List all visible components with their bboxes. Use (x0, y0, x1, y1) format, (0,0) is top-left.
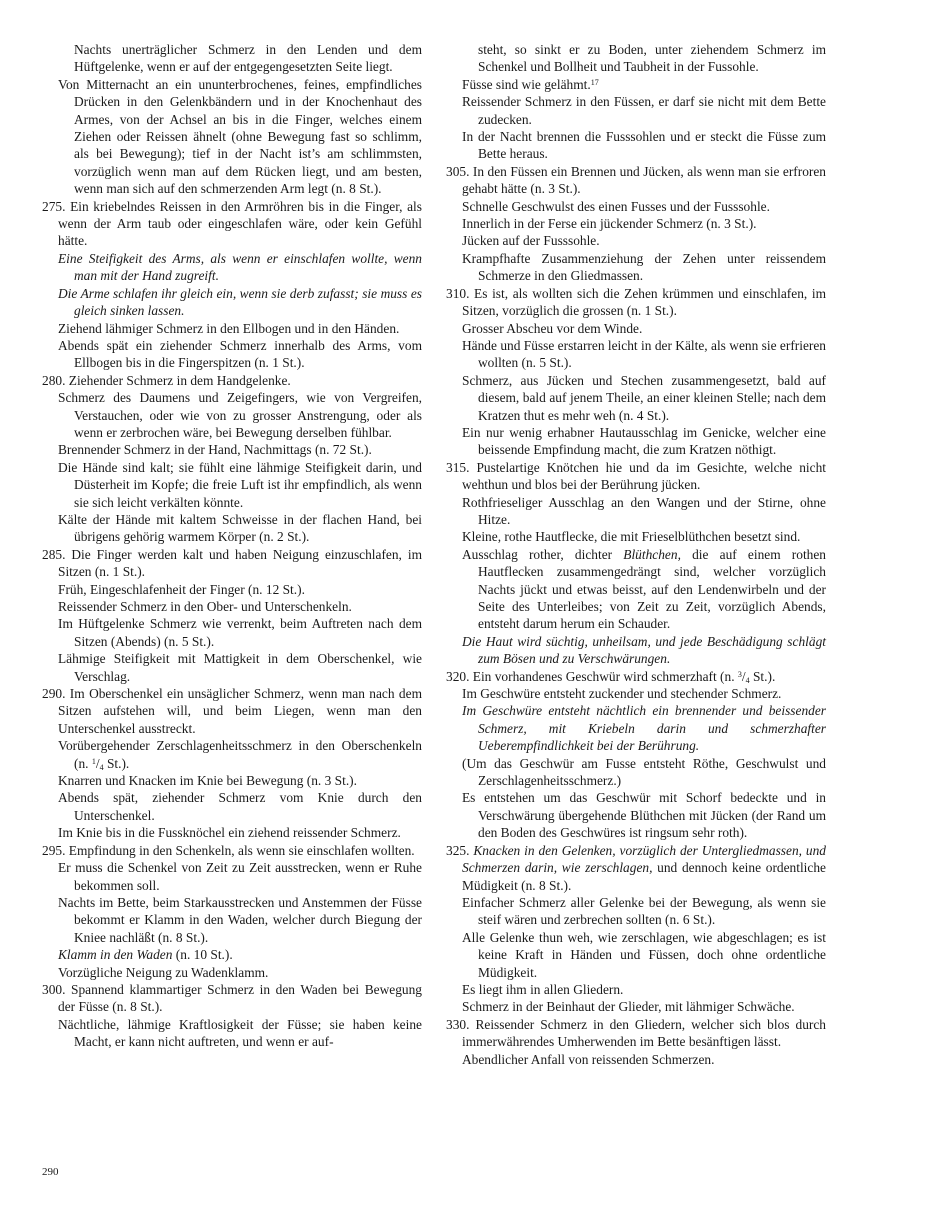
symptom-entry: 295. Empfindung in den Schenkeln, als wenn sie einschlafen wollten. (42, 842, 415, 858)
symptom-entry: 290. Im Oberschenkel ein unsäglicher Schmerz, wenn man nach dem Sitzen aufstehen will, und beim Liegen, wenn man den Unterschenkel ausstreckt. (42, 686, 422, 736)
symptom-entry: 285. Die Finger werden kalt und haben Neigung einzuschlafen, im Sitzen (n. 1 St.). (42, 546, 422, 580)
symptom-entry: Kleine, rothe Hautflecke, die mit Frieselblüthchen besetzt sind. (462, 529, 801, 545)
symptom-entry: Vorzügliche Neigung zu Wadenklamm. (58, 964, 269, 980)
symptom-entry: Die Haut wird süchtig, unheilsam, und jede Beschädigung schlägt zum Bösen und zu Verschwärungen. (462, 633, 826, 667)
symptom-entry: Reissender Schmerz in den Füssen, er darf sie nicht mit dem Bette zudecken. (462, 94, 826, 127)
symptom-entry: Einfacher Schmerz aller Gelenke bei der Bewegung, als wenn sie steif wären und zerbrechen sollten (n. 6 St.). (462, 894, 826, 928)
symptom-entry: Klamm in den Waden (n. 10 St.). (58, 947, 233, 963)
symptom-entry: (Um das Geschwür am Fusse entsteht Röthe, Geschwulst und Zerschlagenheitsschmerz.) (462, 755, 826, 789)
symptom-entry: Im Knie bis in die Fussknöchel ein ziehend reissender Schmerz. (58, 825, 401, 841)
symptom-entry: Abends spät, ziehender Schmerz vom Knie durch den Unterschenkel. (58, 790, 422, 823)
symptom-entry: 300. Spannend klammartiger Schmerz in den Waden bei Bewegung der Füsse (n. 8 St.). (42, 981, 422, 1015)
symptom-entry: 325. Knacken in den Gelenken, vorzüglich der Untergliedmassen, und Schmerzen darin, wie zerschlagen, und dennoch keine ordentliche Müdigkeit (n. 8 St.). (446, 842, 827, 893)
symptom-entry: 320. Ein vorhandenes Geschwür wird schmerzhaft (n. $^3/_4$ St.). (446, 668, 776, 685)
symptom-entry: Kälte der Hände mit kaltem Schweisse in der flachen Hand, bei übrigens gehörig warmem Körper (n. 2 St.). (58, 511, 422, 545)
symptom-entry: 275. Ein kriebelndes Reissen in den Armröhren bis in die Finger, als wenn der Arm taub oder eingeschlafen wäre, oder kein Gefühl hätte. (42, 198, 422, 249)
symptom-entry: Vorübergehender Zerschlagenheitsschmerz in den Oberschenkeln (n. $^1/_4$ St.). (58, 738, 422, 772)
right-column (446, 41, 826, 1068)
symptom-entry: Lähmige Steifigkeit mit Mattigkeit in dem Oberschenkel, wie Verschlag. (58, 651, 422, 684)
symptom-entry: steht, so sinkt er zu Boden, unter ziehendem Schmerz im Schenkel und Bollheit und Taubheit in der Fussohle. (478, 42, 826, 75)
symptom-entry: Im Geschwüre entsteht zuckender und stechender Schmerz. (462, 686, 782, 702)
symptom-entry: In der Nacht brennen die Fusssohlen und er steckt die Füsse zum Bette heraus. (462, 129, 826, 162)
symptom-entry: Im Geschwüre entsteht nächtlich ein brennender und beissender Schmerz, mit Kriebeln darin und schmerzhafter Ueberempfindlichkeit bei der Berührung. (462, 703, 826, 754)
symptom-entry: Reissender Schmerz in den Ober- und Unterschenkeln. (58, 599, 352, 614)
left-column (42, 41, 422, 1051)
symptom-entry: Im Hüftgelenke Schmerz wie verrenkt, beim Auftreten nach dem Sitzen (Abends) (n. 5 St.). (58, 616, 422, 649)
symptom-entry: Knarren und Knacken im Knie bei Bewegung (n. 3 St.). (58, 773, 357, 789)
symptom-entry: Es entstehen um das Geschwür mit Schorf bedeckte und in Verschwärung übergehende Blüthchen mit Jücken (der Rand um den Boden des Geschwüres ist ringsum sehr roth). (462, 790, 826, 841)
symptom-entry: Von Mitternacht an ein ununterbrochenes, feines, empfindliches Drücken in den Gelenkbändern und in der Knochenhaut des Armes, von der Achsel an bis in die Finger, welches einem Ziehen oder Reissen ähnelt (ohne Bewegung fast so schlimm, als bei Bewegung); tief in der Nacht ist’s am schlimmsten, vorzüglich wenn man auf dem Rücken liegt, und am besten, wenn man sich auf den schmerzenden Arm legt (n. 8 St.). (58, 76, 422, 197)
page-number: 290 (42, 1166, 59, 1178)
symptom-entry: Nächtliche, lähmige Kraftlosigkeit der Füsse; sie haben keine Macht, er kann nicht auftreten, und wenn er auf- (58, 1016, 422, 1050)
symptom-entry: Innerlich in der Ferse ein jückender Schmerz (n. 3 St.). (462, 216, 757, 232)
symptom-entry: Alle Gelenke thun weh, wie zerschlagen, wie abgeschlagen; es ist keine Kraft in Händen und Füssen, doch ohne ordentliche Müdigkeit. (462, 929, 826, 980)
symptom-entry: 330. Reissender Schmerz in den Gliedern, welcher sich blos durch immerwährendes Umherwenden im Bette besänftigen lässt. (446, 1016, 826, 1050)
symptom-entry: Füsse sind wie gelähmt.$^{17}$ (462, 76, 599, 92)
symptom-entry: Schmerz, aus Jücken und Stechen zusammengesetzt, bald auf diesem, bald auf jenem Theile, an einer kleinen Stelle; nach dem Kratzen thut es mehr weh (n. 4 St.). (462, 372, 826, 423)
symptom-entry: Jücken auf der Fusssohle. (462, 233, 600, 249)
symptom-entry: Abends spät ein ziehender Schmerz innerhalb des Arms, vom Ellbogen bis in die Fingerspitzen (n. 1 St.). (58, 337, 422, 371)
symptom-entry: Ziehend lähmiger Schmerz in den Ellbogen und in den Händen. (58, 320, 400, 336)
symptom-entry: 310. Es ist, als wollten sich die Zehen krümmen und einschlafen, im Sitzen, vorzüglich die grossen (n. 1 St.). (446, 285, 826, 319)
symptom-entry: Schnelle Geschwulst des einen Fusses und der Fusssohle. (462, 198, 770, 214)
symptom-entry: Ausschlag rother, dichter Blüthchen, die auf einem rothen Hautflecken zusammengedrängt sind, welcher vorzüglich Nachts jückt und etwas beisst, auf den Lendenwirbeln und der Seite des Unterleibes; von Zeit zu Zeit, vorzüglich Abends, entsteht darum herum ein Schauder. (462, 546, 827, 632)
symptom-entry: Es liegt ihm in allen Gliedern. (462, 981, 624, 997)
symptom-entry: Früh, Eingeschlafenheit der Finger (n. 12 St.). (58, 581, 305, 597)
symptom-entry: Schmerz in der Beinhaut der Glieder, mit lähmiger Schwäche. (462, 999, 795, 1015)
symptom-entry: Die Hände sind kalt; sie fühlt eine lähmige Steifigkeit darin, und Düsterheit im Kopfe; die freie Luft ist ihr empfindlich, als wenn sie sich leicht verkälten könnte. (58, 459, 422, 510)
symptom-entry: Schmerz des Daumens und Zeigefingers, wie von Vergreifen, Verstauchen, oder wie von zu grosser Anstrengung, oder als wenn er zerbrochen wäre, bei Bewegung derselben fühlbar. (58, 390, 422, 440)
symptom-entry: 280. Ziehender Schmerz in dem Handgelenke. (42, 372, 291, 388)
symptom-entry: Nachts im Bette, beim Starkausstrecken und Anstemmen der Füsse bekommt er Klamm in den Waden, welcher durch Biegung der Kniee nachläßt (n. 8 St.). (58, 894, 422, 945)
symptom-entry: Rothfrieseliger Ausschlag an den Wangen und der Stirne, ohne Hitze. (462, 494, 826, 527)
symptom-entry: 305. In den Füssen ein Brennen und Jücken, als wenn man sie erfroren gehabt hätte (n. 3 St.). (446, 163, 826, 197)
symptom-entry: Eine Steifigkeit des Arms, als wenn er einschlafen wollte, wenn man mit der Hand zugreift. (58, 250, 422, 284)
symptom-entry: 315. Pustelartige Knötchen hie und da im Gesichte, welche nicht wehthun und blos bei der Berührung jücken. (446, 459, 826, 493)
symptom-entry: Grosser Abscheu vor dem Winde. (462, 320, 643, 336)
symptom-entry: Hände und Füsse erstarren leicht in der Kälte, als wenn sie erfrieren wollten (n. 5 St.). (462, 337, 826, 371)
symptom-entry: Ein nur wenig erhabner Hautausschlag im Genicke, welcher eine beissende Empfindung macht, die zum Kratzen nöthigt. (462, 424, 826, 458)
symptom-entry: Abendlicher Anfall von reissenden Schmerzen. (462, 1051, 715, 1067)
symptom-entry: Krampfhafte Zusammenziehung der Zehen unter reissendem Schmerze in den Gliedmassen. (462, 250, 826, 284)
symptom-entry: Nachts unerträglicher Schmerz in den Lenden und dem Hüftgelenke, wenn er auf der entgegengesetzten Seite liegt. (74, 42, 422, 75)
symptom-entry: Die Arme schlafen ihr gleich ein, wenn sie derb zufasst; sie muss es gleich sinken lassen. (58, 285, 422, 319)
symptom-entry: Brennender Schmerz in der Hand, Nachmittags (n. 72 St.). (58, 442, 372, 458)
symptom-entry: Er muss die Schenkel von Zeit zu Zeit ausstrecken, wenn er Ruhe bekommen soll. (58, 860, 422, 893)
